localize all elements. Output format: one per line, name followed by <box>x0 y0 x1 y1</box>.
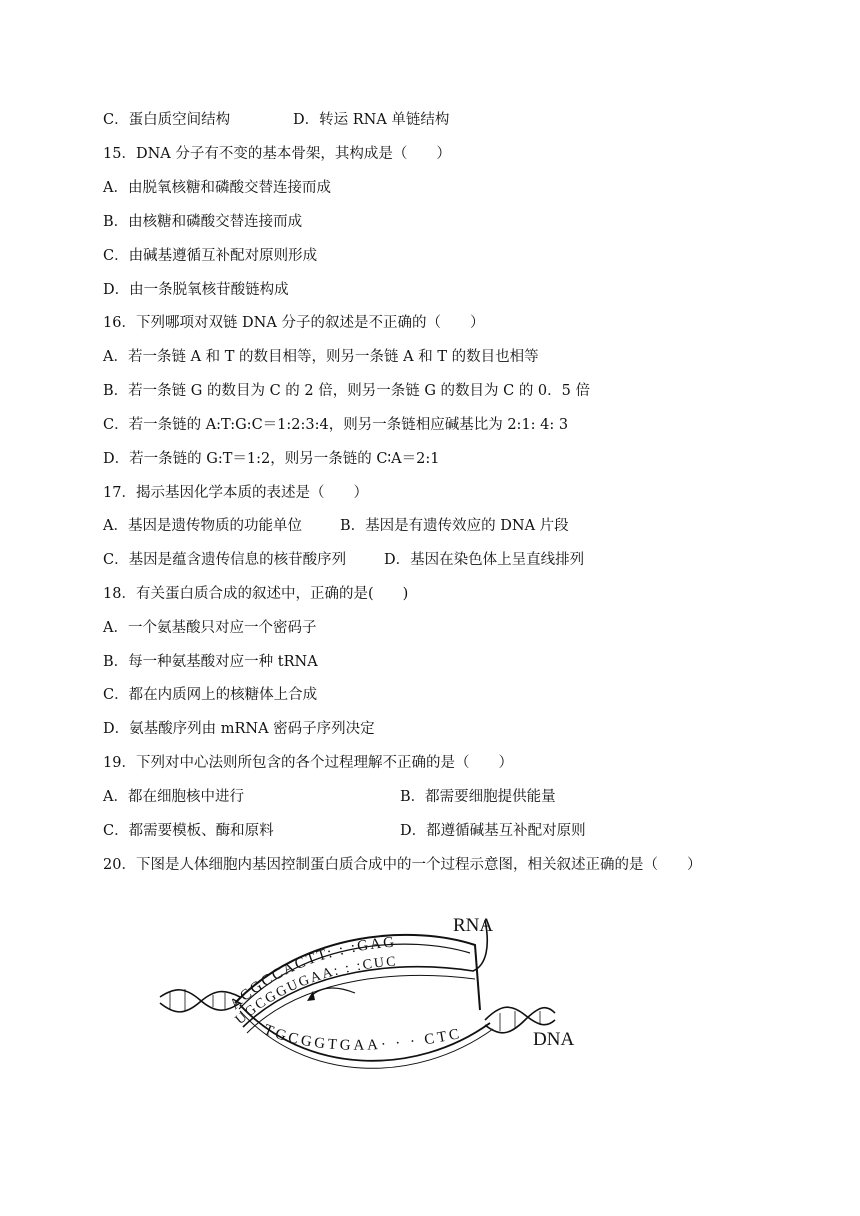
q18-option-a: A．一个氨基酸只对应一个密码子 <box>103 620 317 636</box>
upper-dna-sequence: ACGCCACTT: : :GAG <box>227 934 397 1013</box>
q16-option-c: C．若一条链的 A:T:G:C＝1:2:3:4，则另一条链相应碱基比为 2:1: 4: 3 <box>103 417 569 433</box>
q15-option-b: B．由核糖和磷酸交替连接而成 <box>103 214 303 230</box>
q20-stem: 20．下图是人体细胞内基因控制蛋白质合成中的一个过程示意图，相关叙述正确的是（ ） <box>103 857 702 873</box>
q15-stem: 15．DNA 分子有不变的基本骨架，其构成是（ ） <box>103 146 451 162</box>
q14-option-c: C．蛋白质空间结构 <box>103 112 231 128</box>
q18-option-d: D．氨基酸序列由 mRNA 密码子序列决定 <box>103 721 375 737</box>
q16-stem: 16．下列哪项对双链 DNA 分子的叙述是不正确的（ ） <box>103 315 485 331</box>
q19-stem: 19．下列对中心法则所包含的各个过程理解不正确的是（ ） <box>103 755 513 771</box>
q18-option-b: B．每一种氨基酸对应一种 tRNA <box>103 654 318 670</box>
q17-option-d: D．基因在染色体上呈直线排列 <box>384 552 585 568</box>
dna-label: DNA <box>533 1029 575 1050</box>
q17-stem: 17．揭示基因化学本质的表述是（ ） <box>103 485 368 501</box>
q19-option-d: D．都遵循碱基互补配对原则 <box>400 823 586 839</box>
q19-option-a: A．都在细胞核中进行 <box>103 789 244 805</box>
q15-option-d: D．由一条脱氧核苷酸链构成 <box>103 282 289 298</box>
q19-option-b: B．都需要细胞提供能量 <box>400 789 556 805</box>
q17-option-c: C．基因是蕴含遗传信息的核苷酸序列 <box>103 552 347 568</box>
q14-option-d: D．转运 RNA 单链结构 <box>293 112 450 128</box>
q15-option-c: C．由碱基遵循互补配对原则形成 <box>103 248 318 264</box>
q18-option-c: C．都在内质网上的核糖体上合成 <box>103 687 318 703</box>
rna-sequence: UGCGGUGAA: : :CUC <box>232 954 399 1028</box>
transcription-direction-arrow <box>307 988 355 1001</box>
q15-option-a: A．由脱氧核糖和磷酸交替连接而成 <box>103 180 331 196</box>
q16-option-a: A．若一条链 A 和 T 的数目相等，则另一条链 A 和 T 的数目也相等 <box>103 349 539 365</box>
lower-dna-sequence: TGCGGTGAA· · · CTC <box>261 1021 464 1054</box>
q18-stem: 18．有关蛋白质合成的叙述中，正确的是( ) <box>103 586 409 602</box>
rna-label: RNA <box>453 915 494 936</box>
transcription-diagram <box>155 905 595 1080</box>
q16-option-d: D．若一条链的 G:T＝1:2，则另一条链的 C∶A＝2:1 <box>103 451 440 467</box>
q17-option-a: A．基因是遗传物质的功能单位 <box>103 518 302 534</box>
q19-option-c: C．都需要模板、酶和原料 <box>103 823 274 839</box>
q16-option-b: B．若一条链 G 的数目为 C 的 2 倍，则另一条链 G 的数目为 C 的 0．5 倍 <box>103 383 590 399</box>
q17-option-b: B．基因是有遗传效应的 DNA 片段 <box>340 518 569 534</box>
